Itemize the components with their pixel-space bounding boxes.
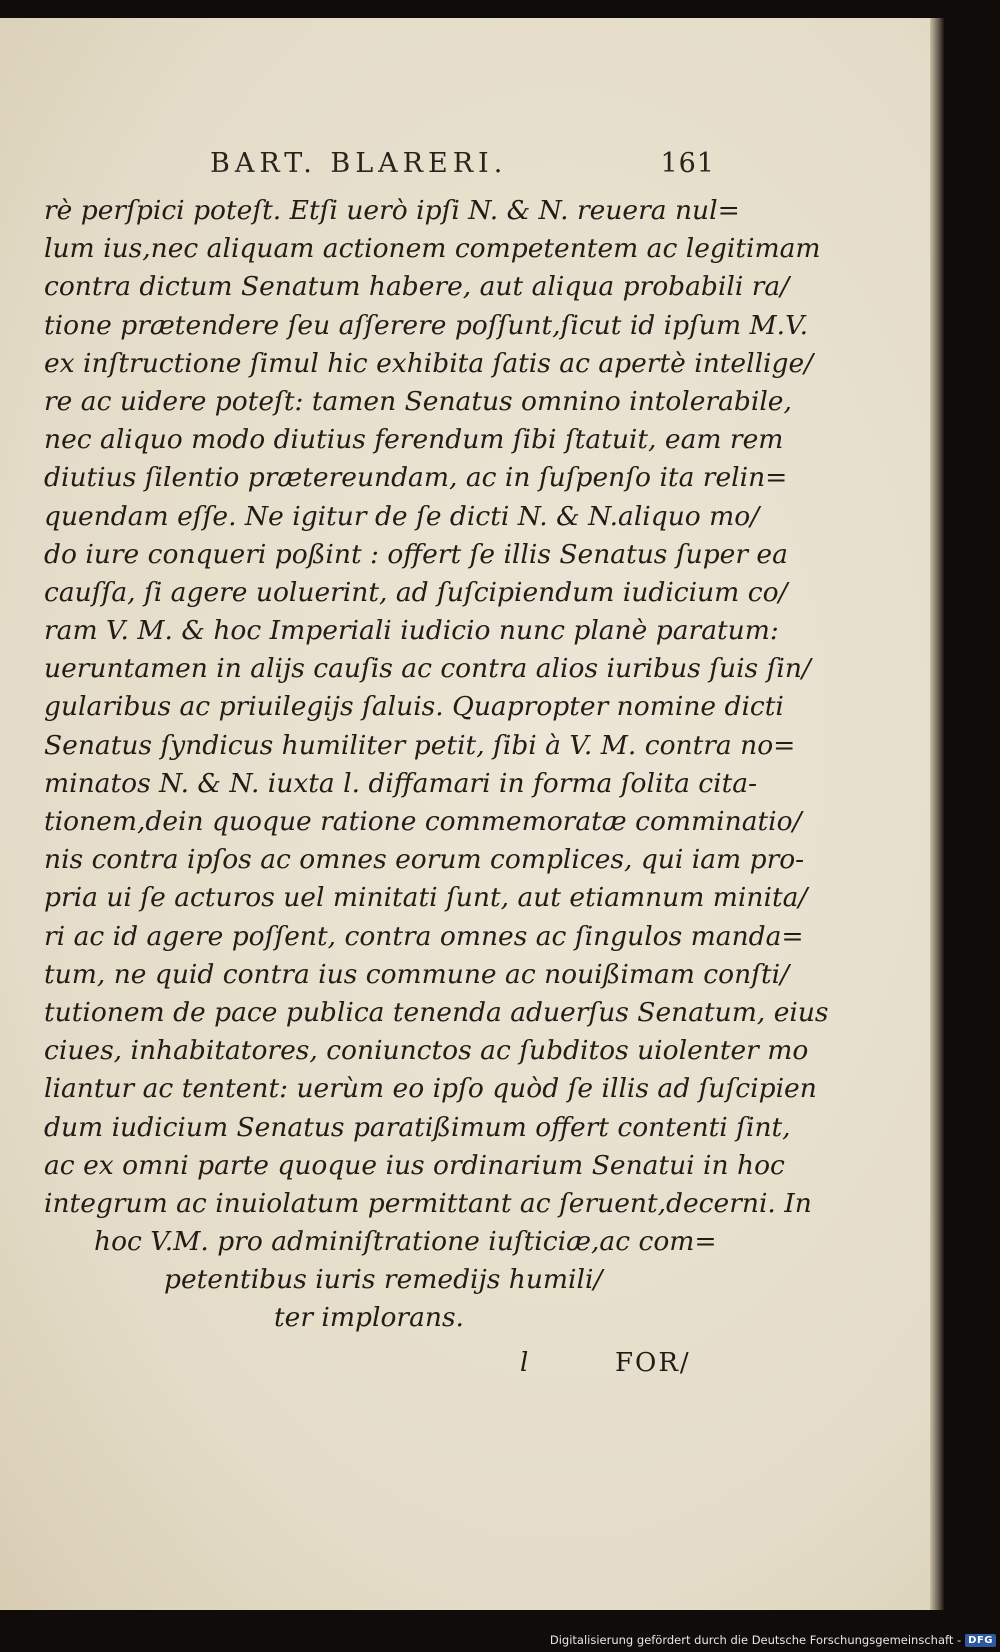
text-line: dum iudicium Senatus paratißimum offert contenti ſint, xyxy=(44,1111,791,1143)
text-line: diutius ſilentio prætereundam, ac in ſuſpenſo ita relin= xyxy=(44,462,788,494)
text-line: hoc V.M. pro adminiſtratione iuſticiæ,ac com= xyxy=(94,1226,717,1258)
text-line: ciues, inhabitatores, coniunctos ac ſubditos uiolenter mo xyxy=(44,1035,809,1067)
text-line: ram V. M. & hoc Imperiali iudicio nunc planè paratum: xyxy=(44,615,779,647)
text-line: ri ac id agere poſſent, contra omnes ac ſingulos manda= xyxy=(44,920,804,952)
text-line: ex inſtructione ſimul hic exhibita ſatis ac apertè intellige/ xyxy=(44,347,814,379)
credit-text: Digitalisierung gefördert durch die Deutsche Forschungsgemeinschaft - xyxy=(549,1633,962,1647)
text-line: tum, ne quid contra ius commune ac nouißimam conſti/ xyxy=(44,958,790,990)
text-line: quendam eſſe. Ne igitur de ſe dicti N. & N.aliquo mo/ xyxy=(44,500,760,532)
running-header xyxy=(210,148,715,188)
dfg-logo: DFG xyxy=(965,1634,996,1647)
text-line: contra dictum Senatum habere, aut aliqua probabili ra/ xyxy=(44,271,790,303)
text-line: integrum ac inuiolatum permittant ac ſeruent,decerni. In xyxy=(44,1187,812,1219)
text-line: tutionem de pace publica tenenda aduerſus Senatum, eius xyxy=(44,996,829,1028)
text-line: nec aliquo modo diutius ferendum ſibi ſtatuit, eam rem xyxy=(44,424,784,456)
running-title: BART. BLARERI. xyxy=(210,148,508,179)
signature-mark: l xyxy=(520,1348,529,1378)
text-line: lum ius,nec aliquam actionem competentem ac legitimam xyxy=(44,233,821,265)
text-line: ueruntamen in alijs cauſis ac contra alios iuribus ſuis ſin/ xyxy=(44,653,811,685)
text-line: tione prætendere ſeu aſſerere poſſunt,ſicut id ipſum M.V. xyxy=(44,309,809,341)
page-edge-shadow xyxy=(930,18,944,1610)
text-line: ac ex omni parte quoque ius ordinarium Senatui in hoc xyxy=(44,1149,785,1181)
text-line: pria ui ſe acturos uel minitati ſunt, aut etiamnum minita/ xyxy=(44,882,808,914)
text-line: cauſſa, ſi agere uoluerint, ad ſuſcipiendum iudicium co/ xyxy=(44,576,788,608)
text-line: Senatus ſyndicus humiliter petit, ſibi à V. M. contra no= xyxy=(44,729,796,761)
text-line: do iure conqueri poßint : offert ſe illis Senatus ſuper ea xyxy=(44,538,788,570)
text-line: rè perſpici poteſt. Etſi uerò ipſi N. & N. reuera nul= xyxy=(44,195,740,226)
text-line: minatos N. & N. iuxta l. diffamari in forma ſolita cita- xyxy=(44,767,758,799)
text-line: gularibus ac priuilegijs ſaluis. Quapropter nomine dicti xyxy=(44,691,784,723)
catchword: FOR/ xyxy=(615,1348,691,1378)
body-text xyxy=(44,192,829,1338)
text-line: ter implorans. xyxy=(274,1302,464,1334)
text-line: tionem,dein quoque ratione commemoratæ comminatio/ xyxy=(44,806,802,837)
text-line: liantur ac tentent: uerùm eo ipſo quòd ſe illis ad ſuſcipien xyxy=(44,1073,817,1105)
text-line: re ac uidere poteſt: tamen Senatus omnino intolerabile, xyxy=(44,385,792,417)
page-number: 161 xyxy=(660,148,715,179)
digitization-credit xyxy=(550,1630,996,1650)
text-line: nis contra ipſos ac omnes eorum complices, qui iam pro- xyxy=(44,844,805,876)
text-line: petentibus iuris remedijs humili/ xyxy=(164,1264,603,1296)
